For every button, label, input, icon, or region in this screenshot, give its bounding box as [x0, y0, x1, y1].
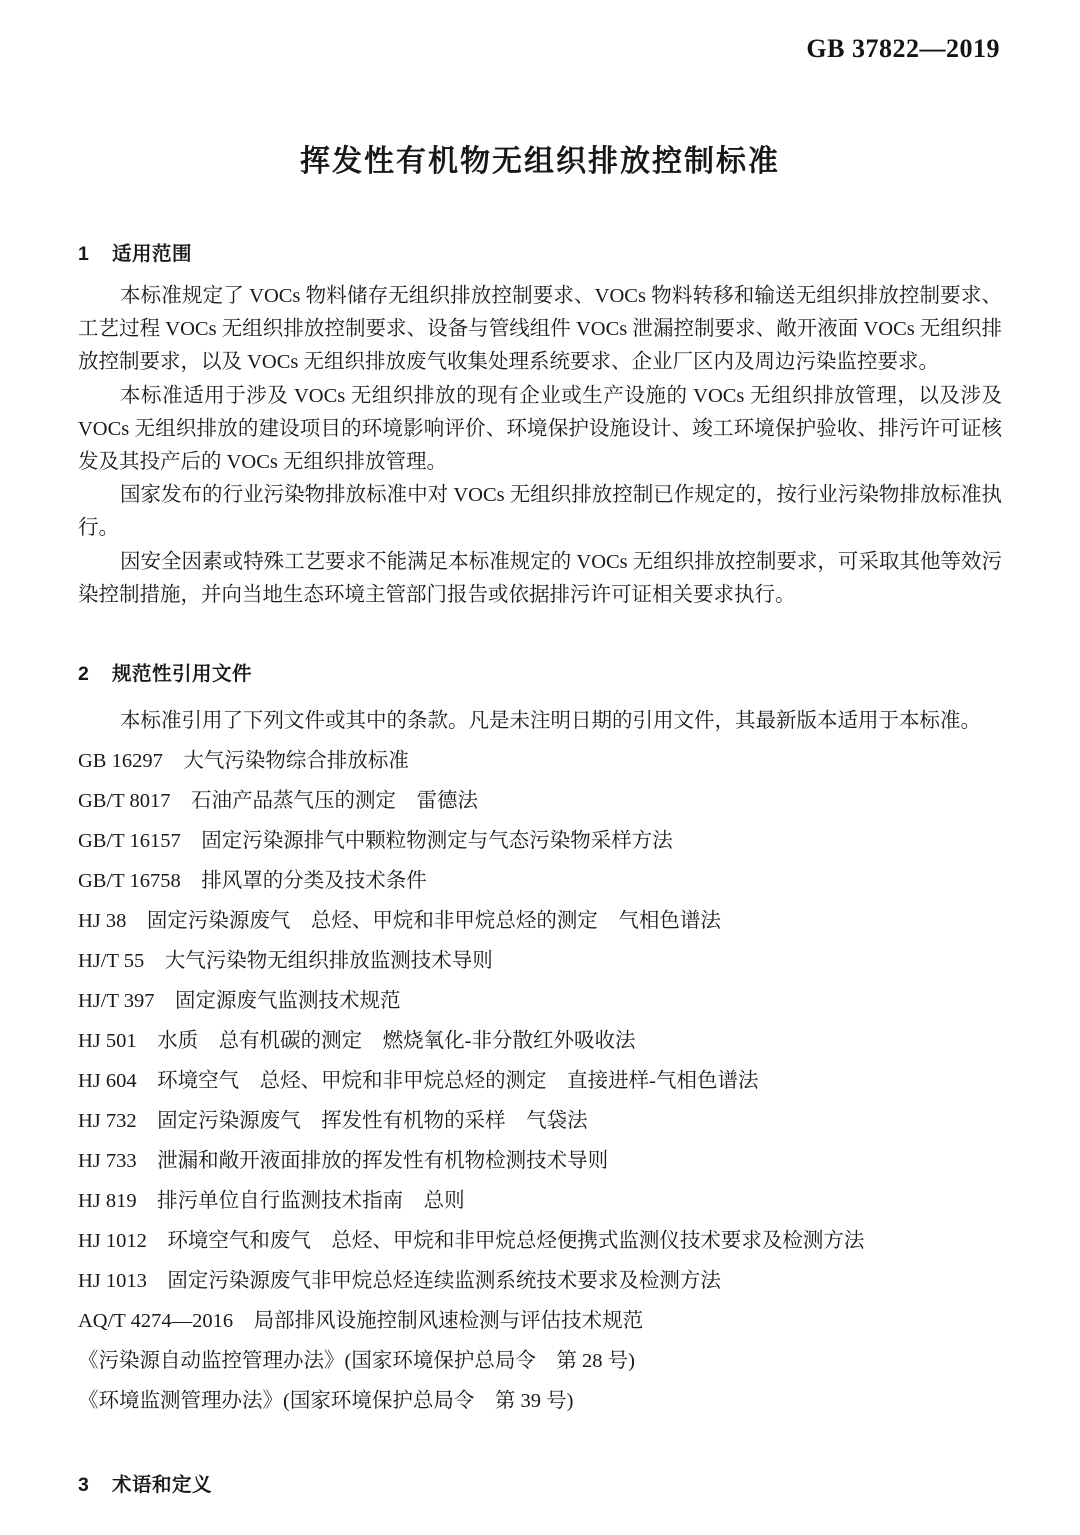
reference-item: HJ 732 固定污染源废气 挥发性有机物的采样 气袋法 [78, 1109, 588, 1132]
references-intro: 本标准引用了下列文件或其中的条款。凡是未注明日期的引用文件，其最新版本适用于本标准。 [120, 710, 982, 733]
reference-item: HJ 1012 环境空气和废气 总烃、甲烷和非甲烷总烃便携式监测仪技术要求及检测方法 [78, 1229, 865, 1252]
reference-item: HJ/T 55 大气污染物无组织排放监测技术导则 [78, 949, 493, 972]
section-number-1: 1 [78, 243, 90, 265]
reference-item: HJ 733 泄漏和敞开液面排放的挥发性有机物检测技术导则 [78, 1149, 609, 1172]
section-heading-2 [78, 658, 1002, 686]
reference-item: HJ 1013 固定污染源废气非甲烷总烃连续监测系统技术要求及检测方法 [78, 1269, 721, 1292]
section-number-2: 2 [78, 663, 90, 686]
section-3-partial-text [78, 1525, 1002, 1535]
paragraph: 本标准规定了 VOCs 物料储存无组织排放控制要求、VOCs 物料转移和输送无组织排放控制要求、工艺过程 VOCs 无组织排放控制要求、设备与管线组件 VOCs 泄漏控制要求、敞开液面 VOCs 无组织排放控制要求，以及 VOCs 无组织排放废气收集处理系统要求、企业厂区内及周边污染监控要求。 [78, 285, 1002, 374]
section-2-body [78, 702, 1002, 1421]
reference-item: GB/T 16758 排风罩的分类及技术条件 [78, 869, 427, 892]
reference-item: HJ 604 环境空气 总烃、甲烷和非甲烷总烃的测定 直接进样-气相色谱法 [78, 1069, 759, 1092]
reference-item: GB/T 16157 固定污染源排气中颗粒物测定与气态污染物采样方法 [78, 829, 673, 852]
reference-item: 《污染源自动监控管理办法》(国家环境保护总局令 第 28 号) [78, 1349, 635, 1372]
section-title-2: 规范性引用文件 [112, 663, 253, 686]
reference-item: GB 16297 大气污染物综合排放标准 [78, 750, 409, 772]
section-number-3: 3 [78, 1474, 90, 1497]
section-title-1: 适用范围 [112, 243, 193, 265]
reference-item: HJ 501 水质 总有机碳的测定 燃烧氧化-非分散红外吸收法 [78, 1029, 636, 1052]
reference-item: GB/T 8017 石油产品蒸气压的测定 雷德法 [78, 789, 478, 812]
paragraph: 国家发布的行业污染物排放标准中对 VOCs 无组织排放控制已作规定的，按行业污染物排放标准执行。 [78, 484, 1002, 540]
reference-item: HJ 819 排污单位自行监测技术指南 总则 [78, 1189, 465, 1212]
reference-item: HJ/T 397 固定源废气监测技术规范 [78, 989, 401, 1012]
paragraph: 本标准适用于涉及 VOCs 无组织排放的现有企业或生产设施的 VOCs 无组织排放管理，以及涉及 VOCs 无组织排放的建设项目的环境影响评价、环境保护设施设计、竣工环境保护验收、排污许可证核发及其投产后的 VOCs 无组织排放管理。 [78, 384, 1002, 474]
section-1-body [78, 280, 1002, 612]
paragraph: 因安全因素或特殊工艺要求不能满足本标准规定的 VOCs 无组织排放控制要求，可采取其他等效污染控制措施，并向当地生态环境主管部门报告或依据排污许可证相关要求执行。 [78, 550, 1002, 606]
section-heading-1 [78, 238, 1002, 266]
reference-item: AQ/T 4274—2016 局部排风设施控制风速检测与评估技术规范 [78, 1309, 644, 1332]
reference-item: 《环境监测管理办法》(国家环境保护总局令 第 39 号) [78, 1389, 574, 1412]
section-title-3: 术语和定义 [112, 1474, 213, 1497]
section-heading-3 [78, 1469, 1002, 1497]
reference-item: HJ 38 固定污染源废气 总烃、甲烷和非甲烷总烃的测定 气相色谱法 [78, 909, 721, 932]
document-title: 挥发性有机物无组织排放控制标准 [300, 145, 780, 178]
page-header-standard-number: GB 37822—2019 [806, 34, 1000, 63]
